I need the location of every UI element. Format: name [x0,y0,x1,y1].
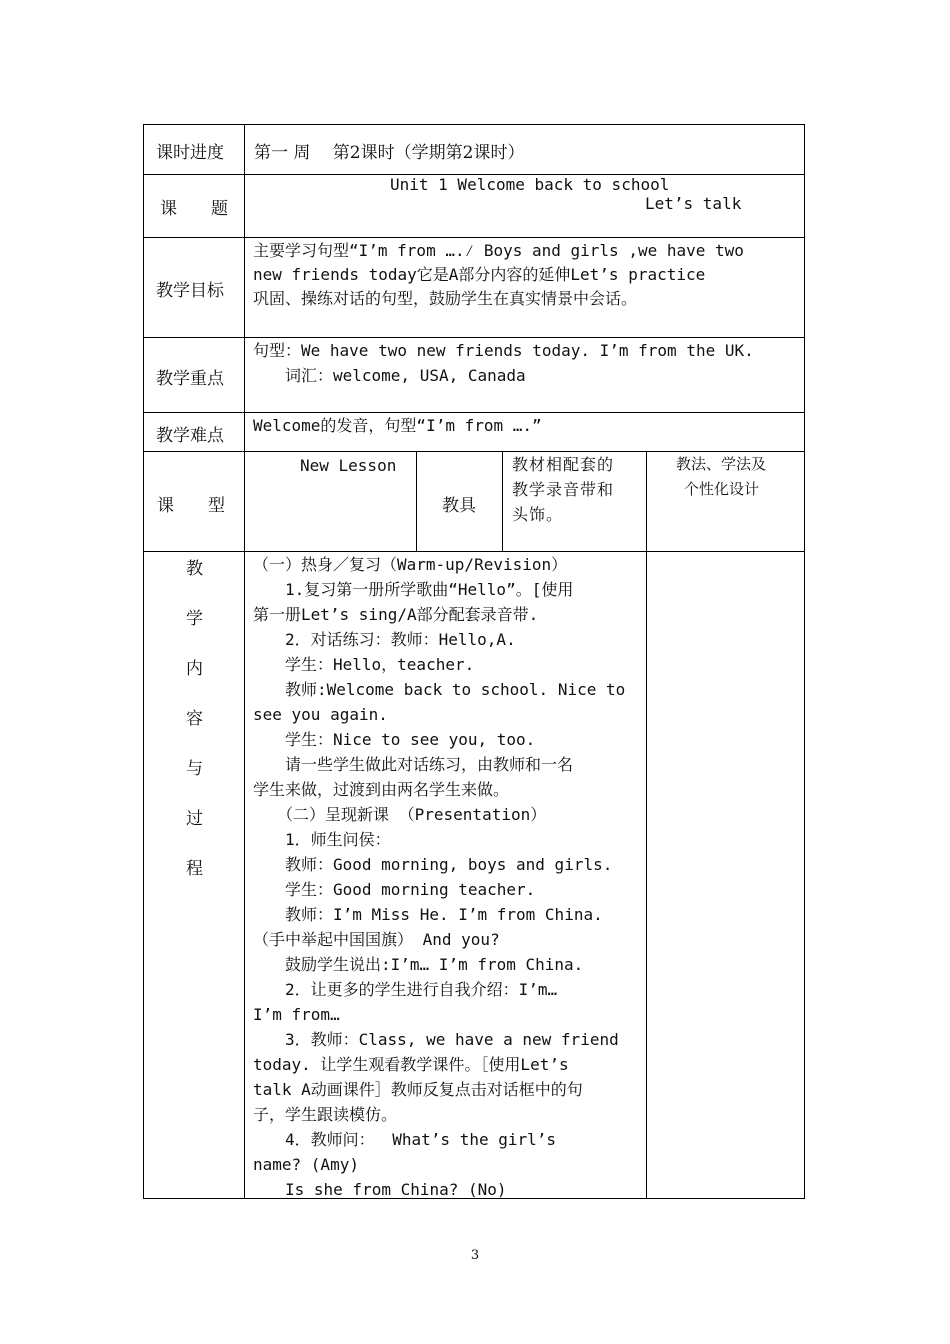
content-line: 教师:Welcome back to school. Nice to [253,680,626,699]
method-column-divider [646,451,647,1199]
content-line: 第一册Let’s sing/A部分配套录音带. [253,605,539,624]
content-label-char: 程 [186,859,203,879]
key-points-line: 句型：We have two new friends today. I’m from the UK. [253,341,754,360]
content-line: Is she from China? (No) [253,1180,507,1199]
progress-value: 第一 周 第2课时（学期第2课时） [254,143,525,163]
column-divider [502,451,503,551]
method-header-line: 个性化设计 [684,480,760,498]
page-number: 3 [470,1248,480,1263]
topic-label: 课 题 [160,199,228,219]
content-line: （二）呈现新课 （Presentation） [253,805,547,824]
content-line: 请一些学生做此对话练习，由教师和一名 [253,755,574,774]
objectives-line: 巩固、操练对话的句型，鼓励学生在真实情景中会话。 [253,289,638,308]
content-line: 1．师生问侯： [253,830,391,849]
content-line: 4．教师问： What’s the girl’s [253,1130,557,1149]
content-line: 子，学生跟读模仿。 [253,1105,398,1124]
key-points-label: 教学重点 [156,369,224,389]
teaching-aids-line: 教学录音带和 [512,480,615,499]
content-line: （一）热身／复习（Warm-up/Revision） [253,555,568,574]
content-label-char: 过 [186,809,203,829]
teaching-aids-line: 教材相配套的 [512,455,615,474]
content-label-char: 教 [186,559,203,579]
lesson-type-label: 课 型 [157,496,225,516]
content-label-char: 容 [186,709,203,729]
content-line: 学生：Nice to see you, too. [253,730,536,749]
content-line: name? (Amy) [253,1155,359,1174]
content-line: 1.复习第一册所学歌曲“Hello”。[使用 [253,580,574,599]
objectives-label: 教学目标 [156,281,224,301]
table-border-right [804,124,805,1199]
key-points-line: 词汇：welcome, USA, Canada [253,366,526,385]
objectives-line: 主要学习句型“I’m from ….⁄ Boys and girls ,we have two [253,241,744,260]
column-divider [416,451,417,551]
content-line: talk A动画课件］教师反复点击对话框中的句 [253,1080,583,1099]
content-line: see you again. [253,705,388,724]
content-line: （手中举起中国国旗） And you? [253,930,500,949]
content-line: 教师：I’m Miss He. I’m from China. [253,905,603,924]
content-line: 2．对话练习：教师：Hello,A. [253,630,516,649]
teaching-aids-label: 教具 [442,496,476,516]
objectives-line: new friends today它是A部分内容的延伸Let’s practice [253,265,706,284]
teaching-aids-line: 头饰。 [512,505,564,524]
topic-subtitle: Let’s talk [645,194,742,213]
content-line: 教师：Good morning, boys and girls. [253,855,613,874]
content-line: 鼓励学生说出:I’m… I’m from China. [253,955,584,974]
label-column-divider [244,124,245,1199]
content-line: 2．让更多的学生进行自我介绍：I’m… [253,980,558,999]
content-label-char: 与 [186,759,203,779]
lesson-type-value: New Lesson [300,456,397,475]
content-label-char: 学 [186,609,203,629]
method-header-line: 教法、学法及 [676,455,767,473]
table-border-left [143,124,144,1199]
content-line: 学生：Hello，teacher. [253,655,475,674]
progress-label: 课时进度 [156,143,224,163]
content-line: today. 让学生观看教学课件。［使用Let’s [253,1055,569,1074]
content-line: I’m from… [253,1005,340,1024]
content-label-char: 内 [186,659,203,679]
difficulties-label: 教学难点 [156,426,224,446]
difficulties-value: Welcome的发音，句型“I’m from ….” [253,416,542,435]
content-line: 3．教师：Class, we have a new friend [253,1030,619,1049]
table-border-top [143,124,805,125]
content-line: 学生：Good morning teacher. [253,880,536,899]
topic-title: Unit 1 Welcome back to school [390,175,670,194]
content-line: 学生来做，过渡到由两名学生来做。 [253,780,510,799]
